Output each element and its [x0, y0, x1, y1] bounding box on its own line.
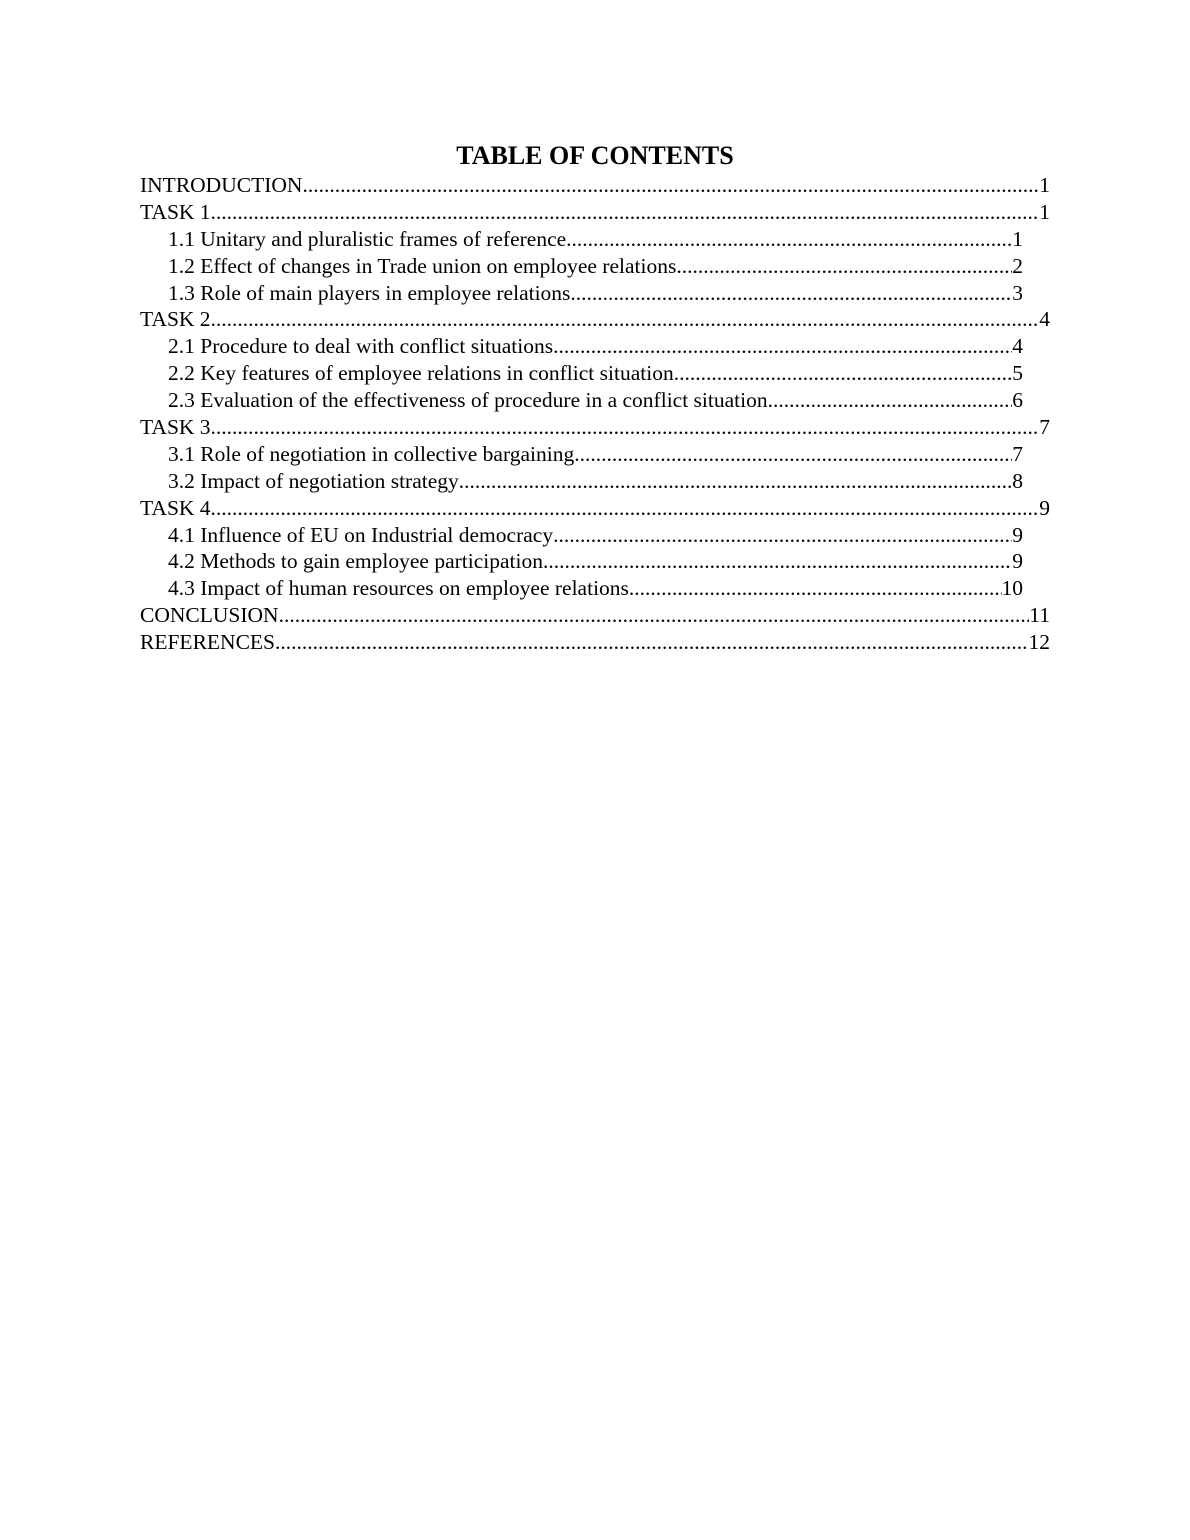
toc-entry-conclusion[interactable]	[140, 602, 1050, 629]
toc-dot-leader	[676, 253, 1012, 280]
toc-entry-page: 11	[1029, 603, 1050, 628]
toc-entry-page: 1	[1039, 199, 1050, 224]
toc-dot-leader	[566, 226, 1012, 253]
toc-dot-leader	[543, 548, 1012, 575]
toc-entry-label: 1.2 Effect of changes in Trade union on employee relations	[168, 253, 677, 278]
toc-entry-label: REFERENCES	[140, 630, 275, 655]
toc-dot-leader	[553, 522, 1012, 549]
toc-dot-leader	[768, 387, 1013, 414]
toc-entry-page: 6	[1012, 388, 1023, 413]
toc-entry-label: 2.1 Procedure to deal with conflict situations	[168, 334, 554, 359]
toc-entry-3-2[interactable]	[168, 468, 1023, 495]
toc-dot-leader	[674, 360, 1013, 387]
toc-entry-page: 9	[1012, 549, 1023, 574]
toc-entry-page: 1	[1039, 173, 1050, 197]
toc-entry-task-3[interactable]	[140, 414, 1050, 441]
toc-entry-page: 9	[1039, 495, 1050, 520]
toc-entry-page: 9	[1012, 522, 1023, 547]
toc-entry-introduction[interactable]	[140, 172, 1050, 199]
toc-entry-label: 1.1 Unitary and pluralistic frames of reference	[168, 226, 567, 251]
toc-entry-label: 2.2 Key features of employee relations in conflict situation	[168, 361, 674, 386]
toc-entry-label: TASK 3	[140, 415, 211, 440]
toc-entry-2-1[interactable]	[168, 333, 1023, 360]
toc-dot-leader	[211, 495, 1040, 522]
toc-entry-label: TASK 4	[140, 495, 211, 520]
toc-entry-label: 4.2 Methods to gain employee participation	[168, 549, 543, 574]
toc-entry-task-1[interactable]	[140, 199, 1050, 226]
toc-entry-1-3[interactable]	[168, 280, 1023, 307]
toc-dot-leader	[275, 629, 1029, 656]
toc-entry-task-4[interactable]	[140, 495, 1050, 522]
toc-dot-leader	[553, 333, 1012, 360]
toc-dot-leader	[211, 199, 1040, 226]
toc-entry-label: INTRODUCTION	[140, 173, 303, 197]
toc-entry-label: 2.3 Evaluation of the effectiveness of procedure in a conflict situation	[168, 388, 768, 413]
toc-entry-references[interactable]	[140, 629, 1050, 656]
toc-entry-2-2[interactable]	[168, 360, 1023, 387]
toc-entry-page: 12	[1028, 630, 1050, 655]
toc-entry-label: 4.3 Impact of human resources on employee relations	[168, 576, 629, 601]
toc-dot-leader	[302, 172, 1039, 199]
toc-entry-page: 4	[1012, 334, 1023, 359]
toc-dot-leader	[211, 414, 1040, 441]
toc-dot-leader	[574, 441, 1012, 468]
toc-title: TABLE OF CONTENTS	[456, 141, 734, 170]
toc-dot-leader	[459, 468, 1012, 495]
toc-list	[140, 172, 1052, 656]
toc-dot-leader	[629, 575, 1002, 602]
toc-entry-3-1[interactable]	[168, 441, 1023, 468]
toc-entry-4-2[interactable]	[168, 548, 1023, 575]
toc-entry-4-1[interactable]	[168, 522, 1023, 549]
toc-entry-task-2[interactable]	[140, 306, 1050, 333]
toc-entry-1-1[interactable]	[168, 226, 1023, 253]
toc-entry-label: 1.3 Role of main players in employee relations	[168, 280, 571, 305]
toc-dot-leader	[570, 280, 1012, 307]
toc-entry-page: 8	[1012, 468, 1023, 493]
toc-entry-label: TASK 2	[140, 307, 211, 332]
toc-entry-label: TASK 1	[140, 199, 211, 224]
toc-entry-label: 4.1 Influence of EU on Industrial democracy	[168, 522, 554, 547]
toc-entry-label: CONCLUSION	[140, 603, 279, 628]
toc-entry-2-3[interactable]	[168, 387, 1023, 414]
toc-entry-page: 7	[1012, 441, 1023, 466]
toc-dot-leader	[279, 602, 1030, 629]
toc-entry-page: 1	[1012, 226, 1023, 251]
toc-dot-leader	[211, 306, 1040, 333]
toc-entry-1-2[interactable]	[168, 253, 1023, 280]
toc-entry-label: 3.1 Role of negotiation in collective bargaining	[168, 441, 575, 466]
toc-entry-page: 10	[1001, 576, 1023, 601]
toc-entry-4-3[interactable]	[168, 575, 1023, 602]
toc-entry-page: 3	[1012, 280, 1023, 305]
toc-entry-page: 2	[1012, 253, 1023, 278]
toc-entry-page: 4	[1039, 307, 1050, 332]
toc-entry-page: 5	[1012, 361, 1023, 386]
toc-entry-page: 7	[1039, 415, 1050, 440]
toc-entry-label: 3.2 Impact of negotiation strategy	[168, 468, 459, 493]
